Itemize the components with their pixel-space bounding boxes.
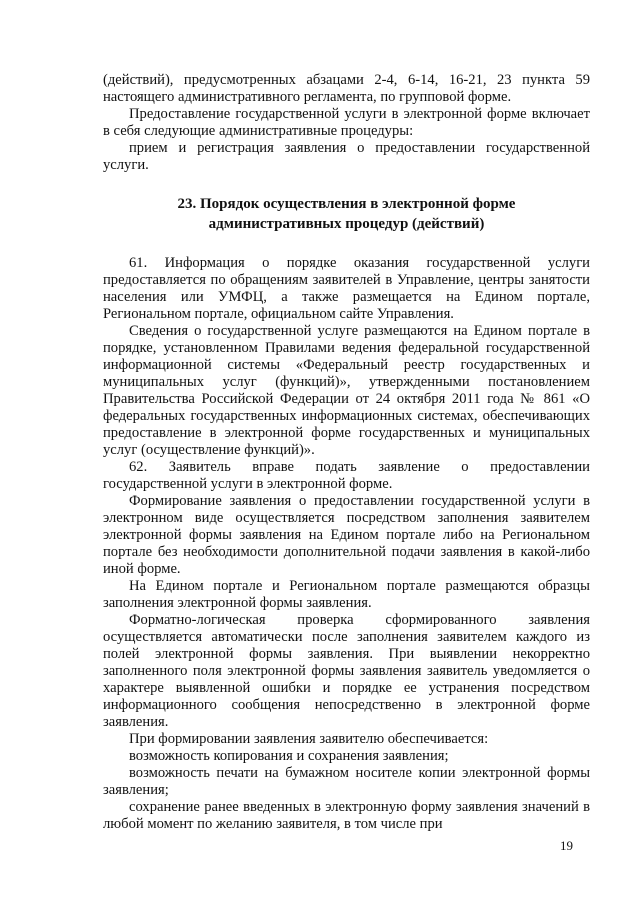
section-heading <box>103 194 590 234</box>
paragraph-validation: Форматно-логическая проверка сформированного заявления осуществляется автоматически после заполнения заявителем каждого из полей электронной формы заявления. При выявлении некорректно заполненного поля электронной формы заявления заявитель уведомляется о характере выявленной ошибки и порядке ее устранения посредством информационного сообщения непосредственно в электронной форме заявления. <box>103 612 590 730</box>
list-item-copy: возможность копирования и сохранения заявления; <box>129 748 449 764</box>
paragraph-62: 62. Заявитель вправе подать заявление о предоставлении государственной услуги в электронной форме. <box>103 459 590 492</box>
paragraph-samples: На Едином портале и Региональном портале размещаются образцы заполнения электронной формы заявления. <box>103 578 590 611</box>
section-heading-line-2: административных процедур (действий) <box>208 216 485 232</box>
list-item-print: возможность печати на бумажном носителе копии электронной формы заявления; <box>103 765 590 798</box>
paragraph-electronic-form: Предоставление государственной услуги в электронной форме включает в себя следующие административные процедуры: <box>103 106 590 139</box>
paragraph-procedure-item: прием и регистрация заявления о предоставлении государственной услуги. <box>103 140 590 173</box>
list-item-save: сохранение ранее введенных в электронную форму заявления значений в любой момент по желанию заявителя, в том числе при <box>103 799 590 832</box>
section-heading-line-1: 23. Порядок осуществления в электронной форме <box>177 196 516 212</box>
paragraph-provided: При формировании заявления заявителю обеспечивается: <box>129 731 489 747</box>
paragraph-form-creation: Формирование заявления о предоставлении государственной услуги в электронном виде осуществляется посредством заполнения заявителем электронной формы заявления на Едином портале либо на Региональном портале без необходимости дополнительной подачи заявления в какой-либо иной форме. <box>103 493 590 577</box>
document-body <box>103 72 590 833</box>
paragraph-info-placement: Сведения о государственной услуге размещаются на Едином портале в порядке, установленном Правилами ведения федеральной государственной информационной системы «Федеральный реестр государственных и муниципальных услуг (функций)», утвержденными постановлением Правительства Российской Федерации от 24 октября 2011 года № 861 «О федеральных государственных информационных системах, обеспечивающих предоставление в электронной форме государственных и муниципальных услуг (осуществление функций)». <box>103 323 590 458</box>
paragraph-61: 61. Информация о порядке оказания государственной услуги предоставляется по обращениям заявителей в Управление, центры занятости населения или УМФЦ, а также размещается на Едином портале, Региональном портале, официальном сайте Управления. <box>103 255 590 322</box>
page-number: 19 <box>560 838 573 853</box>
paragraph-continuation: (действий), предусмотренных абзацами 2-4, 6-14, 16-21, 23 пункта 59 настоящего административного регламента, по групповой форме. <box>103 72 590 105</box>
